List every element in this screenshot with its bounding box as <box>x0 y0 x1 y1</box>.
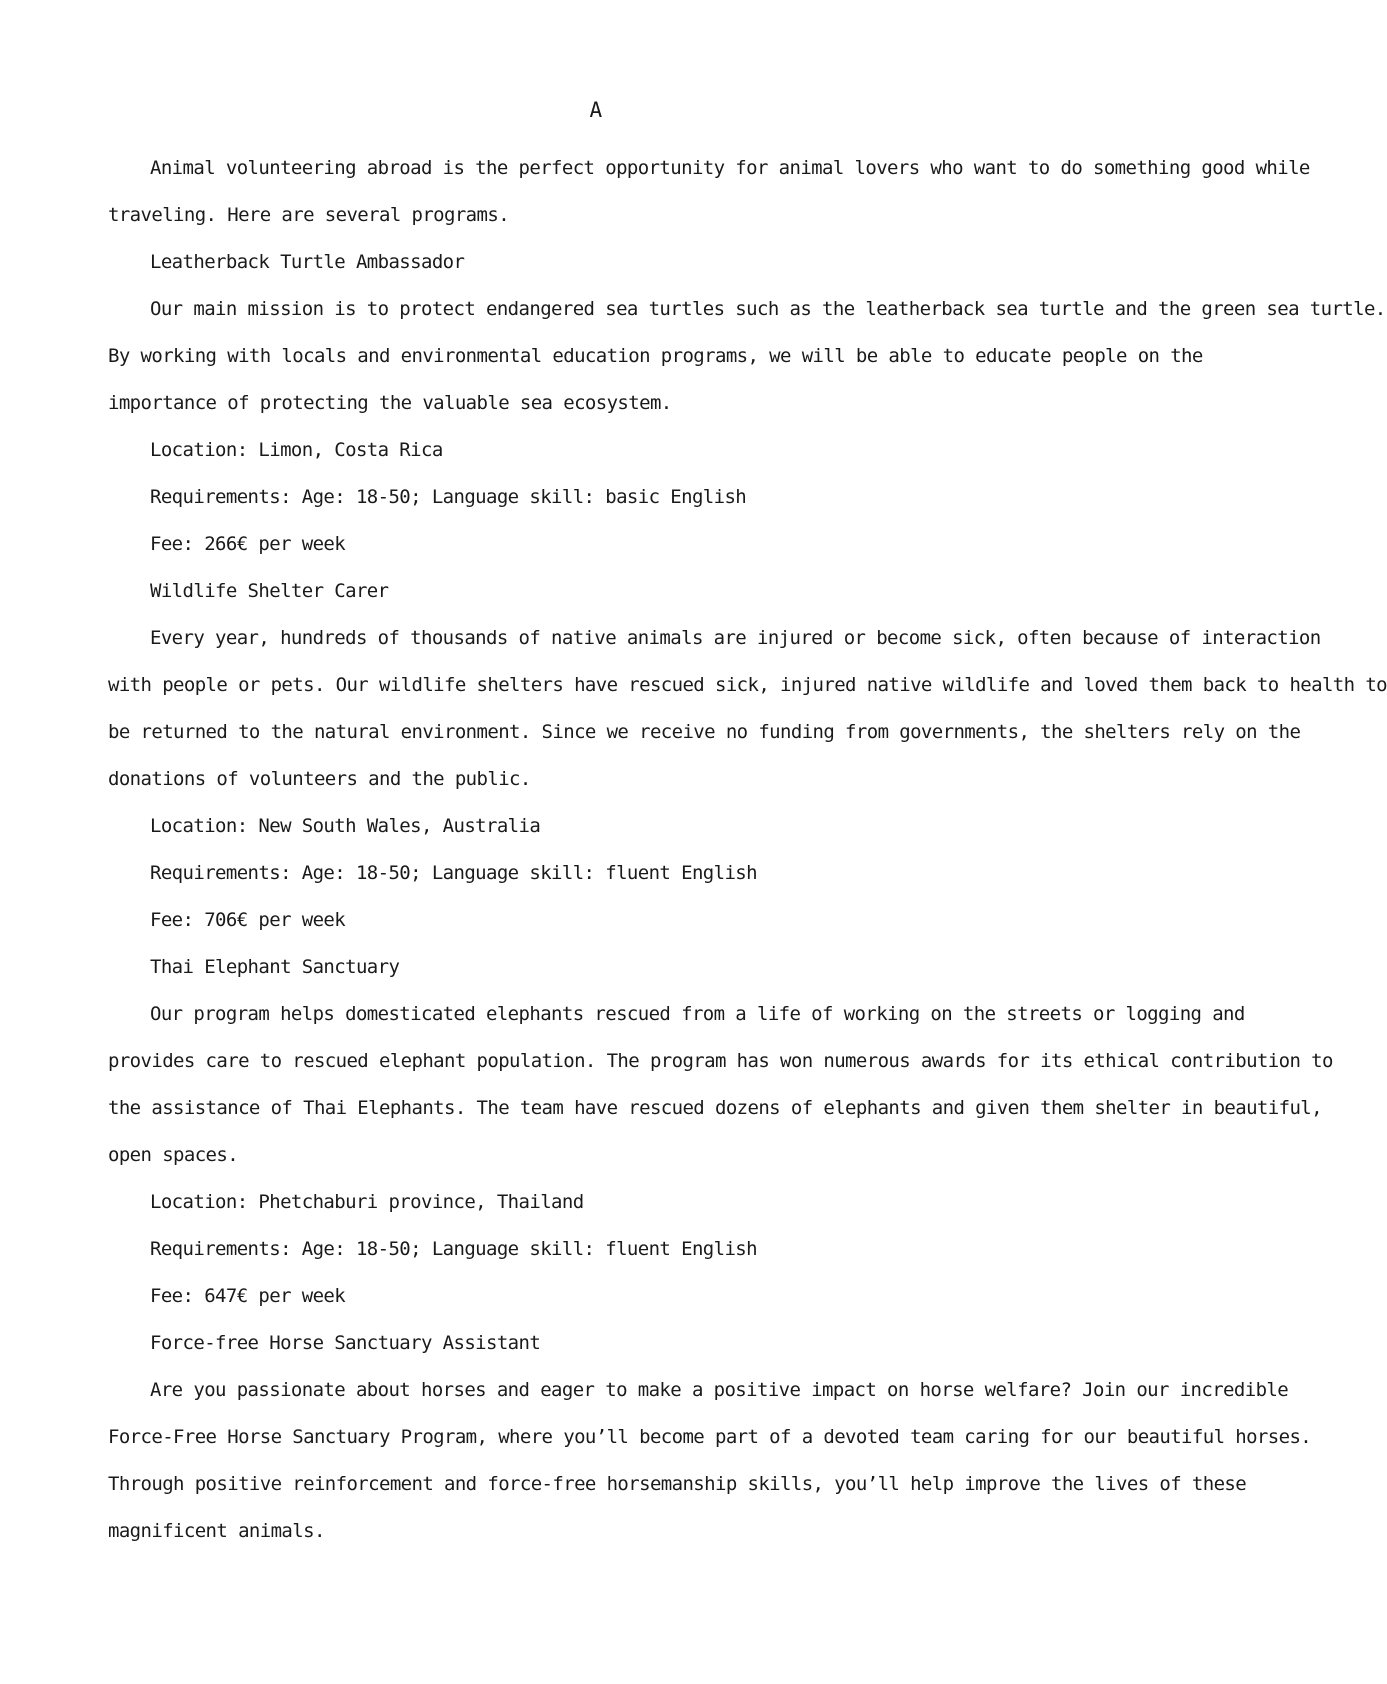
text-line: Force-Free Horse Sanctuary Program, where you’ll become part of a devoted team caring for our beautiful horses. <box>108 1426 1312 1448</box>
program-requirements: Requirements: Age: 18-50; Language skill: fluent English <box>150 862 757 884</box>
page-title: A <box>589 98 602 122</box>
text-line: Are you passionate about horses and eager to make a positive impact on horse welfare? Join our incredible <box>150 1379 1289 1401</box>
text-line: Our main mission is to protect endangered sea turtles such as the leatherback sea turtle and the green sea turtle. <box>150 298 1386 320</box>
program-fee: Fee: 647€ per week <box>150 1285 346 1307</box>
program-requirements: Requirements: Age: 18-50; Language skill: fluent English <box>150 1238 757 1260</box>
text-line: Animal volunteering abroad is the perfect opportunity for animal lovers who want to do something good while <box>150 157 1310 179</box>
program-description <box>108 1367 1312 1555</box>
program-heading-horse-sanctuary: Force-free Horse Sanctuary Assistant <box>150 1332 541 1354</box>
text-line: magnificent animals. <box>108 1520 325 1542</box>
program-description <box>108 286 1386 427</box>
text-line: Our program helps domesticated elephants rescued from a life of working on the streets or logging and <box>150 1003 1245 1025</box>
text-line: traveling. Here are several programs. <box>108 204 510 226</box>
intro-paragraph <box>108 145 1310 239</box>
program-heading-thai-elephant: Thai Elephant Sanctuary <box>150 956 400 978</box>
program-description <box>108 615 1387 803</box>
program-location: Location: Limon, Costa Rica <box>150 439 443 461</box>
program-location: Location: Phetchaburi province, Thailand <box>150 1191 584 1213</box>
program-requirements: Requirements: Age: 18-50; Language skill: basic English <box>150 486 747 508</box>
program-fee: Fee: 706€ per week <box>150 909 346 931</box>
text-line: Through positive reinforcement and force-free horsemanship skills, you’ll help improve the lives of these <box>108 1473 1247 1495</box>
program-description <box>108 991 1333 1179</box>
text-line: with people or pets. Our wildlife shelters have rescued sick, injured native wildlife and loved them back to health to <box>108 674 1387 696</box>
text-line: be returned to the natural environment. Since we receive no funding from governments, the shelters rely on the <box>108 721 1301 743</box>
text-line: By working with locals and environmental education programs, we will be able to educate people on the <box>108 345 1203 367</box>
text-line: provides care to rescued elephant population. The program has won numerous awards for its ethical contribution to <box>108 1050 1333 1072</box>
text-line: importance of protecting the valuable sea ecosystem. <box>108 392 672 414</box>
text-line: Every year, hundreds of thousands of native animals are injured or become sick, often because of interaction <box>150 627 1321 649</box>
text-line: donations of volunteers and the public. <box>108 768 531 790</box>
text-line: open spaces. <box>108 1144 239 1166</box>
program-location: Location: New South Wales, Australia <box>150 815 541 837</box>
program-heading-leatherback-turtle: Leatherback Turtle Ambassador <box>150 251 465 273</box>
document-body <box>108 145 1387 1555</box>
program-fee: Fee: 266€ per week <box>150 533 346 555</box>
program-heading-wildlife-shelter: Wildlife Shelter Carer <box>150 580 389 602</box>
text-line: the assistance of Thai Elephants. The team have rescued dozens of elephants and given them shelter in beautiful, <box>108 1097 1322 1119</box>
